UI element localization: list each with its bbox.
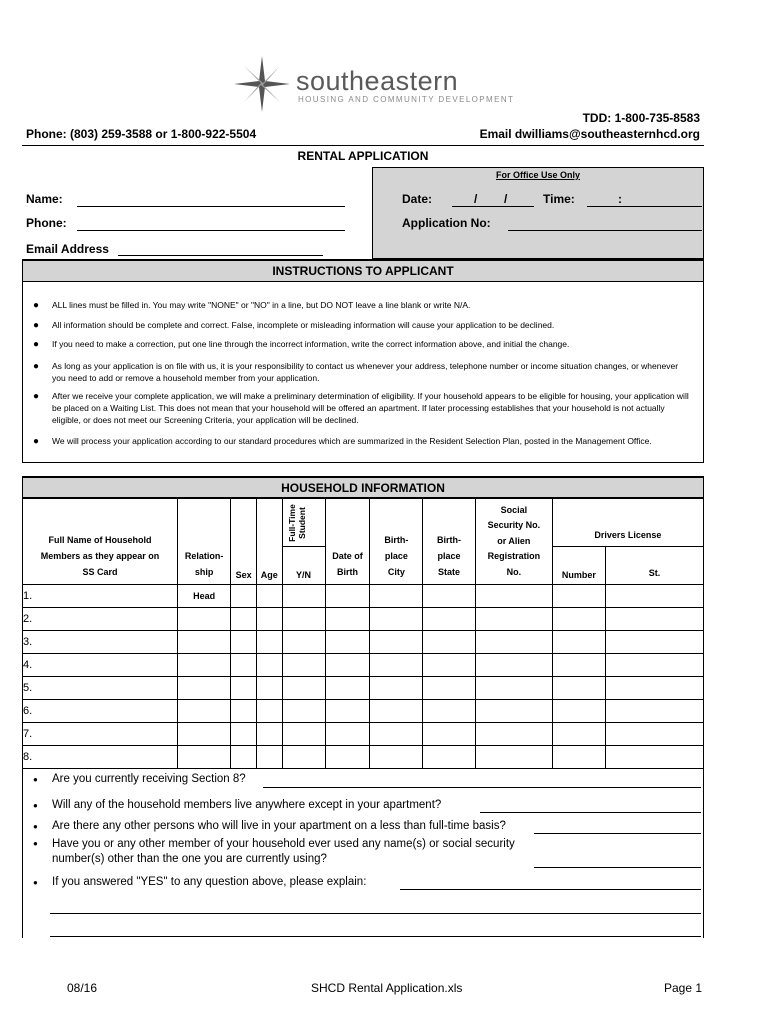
- name-field[interactable]: [77, 206, 345, 207]
- col-sex-header: Sex: [231, 499, 257, 585]
- phone-field[interactable]: [77, 230, 345, 231]
- email-label: Email Address: [26, 242, 109, 256]
- row-number: 4.: [23, 654, 178, 677]
- answer-part-time[interactable]: [534, 833, 701, 834]
- star-logo-icon: [234, 56, 290, 112]
- office-use-box: [372, 167, 704, 259]
- q-bullet-1: ●: [33, 775, 38, 784]
- answer-section8[interactable]: [263, 787, 701, 788]
- row-number: 1.: [23, 585, 178, 608]
- date-label: Date:: [402, 192, 433, 206]
- row-number: 3.: [23, 631, 178, 654]
- phone-number: Phone: (803) 259-3588 or 1-800-922-5504: [26, 127, 257, 141]
- question-live-elsewhere: Will any of the household members live anywhere except in your apartment?: [52, 799, 442, 811]
- row-number: 2.: [23, 608, 178, 631]
- question-other-names: Have you or any other member of your household ever used any name(s) or social security number(s) other than the one you are currently using?: [52, 838, 515, 865]
- col-dl-state-header: St.: [605, 547, 703, 585]
- instruction-3: If you need to make a correction, put one line through the incorrect information, write the correct information above, and initial the change.: [52, 339, 570, 349]
- time-separator: :: [618, 192, 622, 206]
- question-explain: If you answered "YES" to any question above, please explain:: [52, 876, 367, 888]
- col-yn-header: Y/N: [282, 547, 325, 585]
- date-separators: / /: [474, 192, 508, 206]
- question-section8: Are you currently receiving Section 8?: [52, 773, 246, 785]
- answer-explain-3[interactable]: [50, 936, 701, 937]
- name-label: Name:: [26, 192, 63, 206]
- col-state-header: Birth- place State: [423, 499, 476, 585]
- logo-name: southeastern: [296, 66, 459, 96]
- bullet-2: ●: [33, 320, 40, 331]
- contact-email: Email dwilliams@southeasternhcd.org: [479, 127, 700, 141]
- time-label: Time:: [543, 192, 575, 206]
- household-heading: HOUSEHOLD INFORMATION: [281, 481, 445, 495]
- instruction-4: As long as your application is on file with us, it is your responsibility to contact us whenever your address, telephone number or income situation changes, or whenever you need to add or remove a household member from your application.: [52, 361, 679, 383]
- application-no-label: Application No:: [402, 216, 491, 230]
- q-bullet-3: ●: [33, 822, 38, 831]
- bullet-5: ●: [33, 391, 40, 402]
- footer-date: 08/16: [67, 981, 98, 995]
- row-number: 6.: [23, 700, 178, 723]
- table-row[interactable]: [23, 746, 704, 769]
- answer-live-elsewhere[interactable]: [480, 812, 701, 813]
- bullet-1: ●: [33, 300, 40, 311]
- logo-tagline: HOUSING AND COMMUNITY DEVELOPMENT: [298, 95, 515, 104]
- date-field[interactable]: [452, 206, 534, 207]
- office-use-heading: For Office Use Only: [495, 170, 581, 180]
- col-city-header: Birth- place City: [370, 499, 423, 585]
- form-title: RENTAL APPLICATION: [297, 149, 429, 163]
- row-number: 5.: [23, 677, 178, 700]
- q-bullet-2: ●: [33, 801, 38, 810]
- col-name-header: Full Name of Household Members as they appear on SS Card: [23, 499, 178, 585]
- answer-other-names[interactable]: [534, 867, 701, 868]
- answer-explain-1[interactable]: [400, 889, 701, 890]
- col-student-header: Full-Time Student: [282, 499, 325, 547]
- table-row[interactable]: [23, 654, 704, 677]
- footer-page: Page 1: [664, 981, 703, 995]
- answer-explain-2[interactable]: [50, 913, 701, 914]
- table-row[interactable]: [23, 677, 704, 700]
- bullet-6: ●: [33, 436, 40, 447]
- time-field[interactable]: [587, 206, 702, 207]
- bullet-3: ●: [33, 339, 40, 350]
- bullet-4: ●: [33, 361, 40, 372]
- q-bullet-5: ●: [33, 878, 38, 887]
- instruction-1: ALL lines must be filled in. You may write "NONE" or "NO" in a line, but DO NOT leave a line blank or write N/A.: [52, 300, 471, 310]
- email-field[interactable]: [118, 255, 323, 256]
- title-rule: [22, 145, 704, 146]
- col-dob-header: Date of Birth: [325, 499, 370, 585]
- instruction-6: We will process your application according to our standard procedures which are summarized in the Resident Selection Plan, posted in the Management Office.: [52, 436, 652, 446]
- instruction-5: After we receive your complete application, we will make a preliminary determination of eligibility. If your household appears to be eligible for housing, your application will be placed on a Waiting List. This does not mean that your household will be offered an apartment. If later processing establishes that your household is not actually eligible, or does not meet our Screening Criteria, your application will be declined.: [52, 391, 689, 425]
- question-part-time: Are there any other persons who will live in your apartment on a less than full-time basis?: [52, 820, 506, 832]
- table-row[interactable]: [23, 585, 704, 608]
- col-ssn-header: Social Security No. or Alien Registration No.: [475, 499, 552, 585]
- col-dl-number-header: Number: [552, 547, 605, 585]
- q-bullet-4: ●: [33, 839, 38, 848]
- col-relationship-header: Relation- ship: [177, 499, 230, 585]
- instructions-heading: INSTRUCTIONS TO APPLICANT: [272, 264, 454, 278]
- head-label: Head: [177, 585, 230, 608]
- application-no-field[interactable]: [508, 230, 702, 231]
- table-row[interactable]: [23, 723, 704, 746]
- row-number: 7.: [23, 723, 178, 746]
- instruction-2: All information should be complete and correct. False, incomplete or misleading information will cause your application to be declined.: [52, 320, 555, 330]
- phone-label: Phone:: [26, 216, 67, 230]
- table-row[interactable]: [23, 700, 704, 723]
- table-row[interactable]: [23, 631, 704, 654]
- row-number: 8.: [23, 746, 178, 769]
- tdd-number: TDD: 1-800-735-8583: [582, 111, 700, 125]
- col-dl-header: Drivers License: [552, 499, 703, 547]
- footer-file: SHCD Rental Application.xls: [311, 981, 463, 995]
- household-table: [22, 498, 704, 769]
- table-row[interactable]: [23, 608, 704, 631]
- col-age-header: Age: [256, 499, 282, 585]
